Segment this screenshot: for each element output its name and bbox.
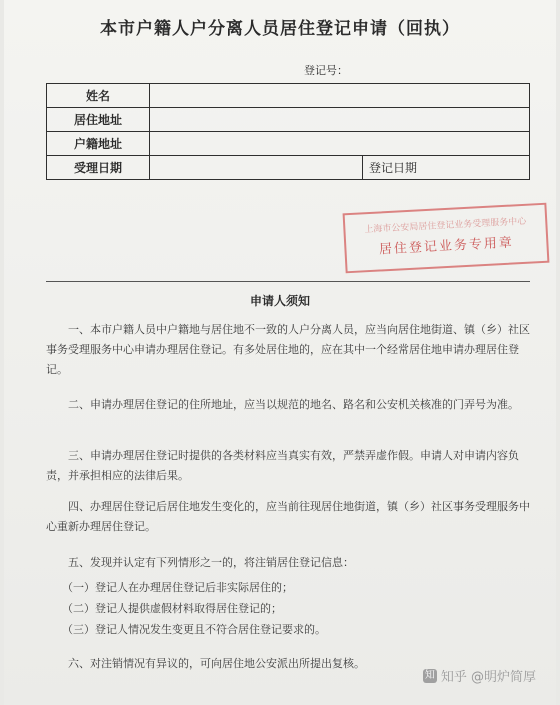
notice-item-5: 五、发现并认定有下列情形之一的，将注销居住登记信息：	[68, 556, 354, 569]
field-label-household-address: 户籍地址	[47, 132, 150, 156]
field-label-registration-date: 登记日期	[363, 156, 530, 180]
field-label-acceptance-date: 受理日期	[47, 156, 150, 180]
field-value-name	[150, 84, 530, 108]
notice-subitem-1: （一）登记人在办理居住登记后非实际居住的；	[62, 581, 293, 594]
notice-item-4: 四、办理居住登记后居住地发生变化的，应当前往现居住地街道，镇（乡）社区事务受理服务中心重新办理居住登记。	[46, 500, 530, 533]
field-label-name: 姓名	[47, 84, 150, 108]
notice-heading: 申请人须知	[249, 294, 310, 308]
document-page	[4, 0, 556, 705]
table-row	[47, 156, 530, 180]
registration-number-label: 登记号：	[304, 64, 348, 77]
table-row	[47, 132, 530, 156]
document-title: 本市户籍人户分离人员居住登记申请（回执）	[100, 19, 460, 39]
section-divider	[46, 281, 530, 282]
field-label-residence-address: 居住地址	[47, 108, 150, 132]
field-value-residence-address	[150, 108, 530, 132]
applicant-info-table	[46, 83, 530, 180]
stamp-purpose-line: 居住登记业务专用章	[378, 235, 515, 258]
notice-item-2: 二、申请办理居住登记的住所地址，应当以规范的地名、路名和公安机关核准的门弄号为准。	[68, 398, 519, 411]
stamp-agency-line: 上海市公安局居住登记业务受理服务中心	[364, 216, 527, 236]
field-value-household-address	[150, 132, 530, 156]
field-value-acceptance-date	[150, 156, 363, 180]
table-row	[47, 84, 530, 108]
notice-item-6: 六、对注销情况有异议的，可向居住地公安派出所提出复核。	[68, 657, 365, 670]
watermark-text: 知乎 @明炉简厚	[440, 670, 536, 685]
zhihu-watermark	[423, 666, 536, 685]
zhihu-logo-icon: 知	[424, 669, 435, 681]
table-row	[47, 108, 530, 132]
notice-subitem-2: （二）登记人提供虚假材料取得居住登记的；	[62, 602, 282, 615]
notice-subitem-3: （三）登记人情况发生变更且不符合居住登记要求的。	[62, 623, 326, 636]
notice-item-3: 三、申请办理居住登记时提供的各类材料应当真实有效，严禁弄虚作假。申请人对申请内容负责，并承担相应的法律后果。	[46, 449, 519, 482]
official-seal-stamp	[343, 203, 550, 274]
notice-item-1: 一、本市户籍人员中户籍地与居住地不一致的人户分离人员，应当向居住地街道、镇（乡）社区事务受理服务中心申请办理居住登记。有多处居住地的，应在其中一个经常居住地申请办理居住登记。	[46, 323, 530, 376]
